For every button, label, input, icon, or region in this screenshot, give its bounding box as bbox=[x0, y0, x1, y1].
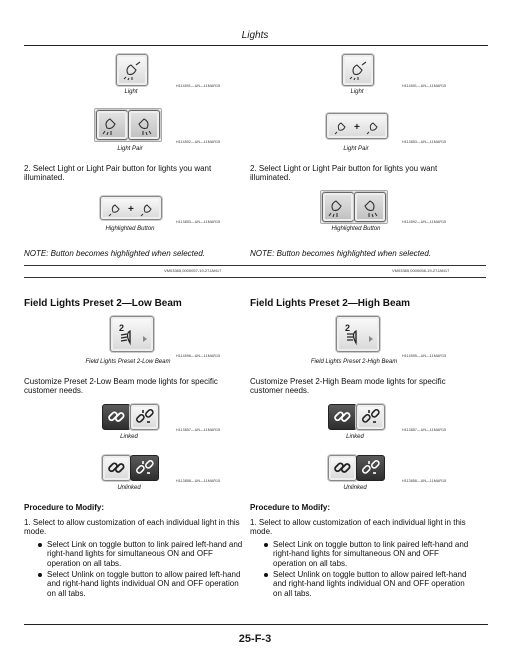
bullet-text: Select Link on toggle button to link paired left-hand and right-hand lights for simultaneous ON and OFF operation on all tabs. bbox=[273, 540, 469, 568]
figure-caption: Light Pair bbox=[343, 146, 369, 152]
broken-link-icon bbox=[131, 405, 158, 429]
link-button bbox=[102, 455, 131, 481]
step-2-text: 2. Select Light or Light Pair button for lights you want illuminated. bbox=[250, 164, 438, 183]
step-1-text: 1. Select to allow customization of each individual light in this mode. bbox=[24, 518, 240, 537]
link-icon bbox=[329, 456, 356, 480]
left-column bbox=[24, 0, 254, 660]
figure-caption: Linked bbox=[120, 434, 138, 440]
section-rule bbox=[250, 277, 486, 278]
section-title: Field Lights Preset 2—Low Beam bbox=[24, 298, 182, 309]
step-1-text: 1. Select to allow customization of each individual light in this mode. bbox=[250, 518, 466, 537]
figure-id: H113857—UN—11MAR15 bbox=[402, 428, 447, 432]
figure-caption: Linked bbox=[346, 434, 364, 440]
step-2-text: 2. Select Light or Light Pair button for lights you want illuminated. bbox=[24, 164, 212, 183]
broken-link-icon bbox=[357, 456, 384, 480]
work-light-icon bbox=[323, 193, 353, 221]
bullet-dot bbox=[38, 573, 42, 577]
bullet-item bbox=[47, 570, 247, 598]
svg-text:+: + bbox=[128, 204, 134, 215]
figure-id: H113857—UN—11MAR15 bbox=[176, 428, 221, 432]
bullet-dot bbox=[38, 543, 42, 547]
figure-id: H114592—UN—11MAR15 bbox=[176, 140, 221, 144]
work-light-icon bbox=[343, 55, 373, 85]
figure-id: H113858—UN—11MAR15 bbox=[402, 479, 447, 483]
section-title: Field Lights Preset 2—High Beam bbox=[250, 298, 411, 309]
highlighted-button-image bbox=[100, 196, 162, 220]
figure-caption: Field Lights Preset 2-Low Beam bbox=[85, 359, 171, 365]
light-plus-light-icon bbox=[327, 114, 387, 138]
bullet-text: Select Link on toggle button to link paired left-hand and right-hand lights for simultaneous ON and OFF operation on all tabs. bbox=[47, 540, 243, 568]
light-pair-button-image bbox=[326, 113, 388, 139]
light-button-image bbox=[342, 54, 374, 86]
broken-link-icon bbox=[357, 405, 384, 429]
body-text: Customize Preset 2-Low Beam mode lights for specific customer needs. bbox=[24, 377, 218, 396]
link-icon bbox=[329, 405, 356, 429]
section-rule bbox=[250, 265, 486, 266]
section-rule bbox=[24, 265, 252, 266]
light-button-image bbox=[116, 54, 148, 86]
figure-id: H114591—UN—11MAR15 bbox=[176, 84, 221, 88]
figure-caption: Light bbox=[350, 89, 364, 95]
body-text: Customize Preset 2-High Beam mode lights for specific customer needs. bbox=[250, 377, 446, 396]
link-button bbox=[328, 455, 357, 481]
procedure-heading: Procedure to Modify: bbox=[250, 503, 331, 512]
note-text: NOTE: Button becomes highlighted when selected. bbox=[250, 249, 431, 258]
figure-id: H114595—UN—11MAR15 bbox=[402, 354, 447, 358]
unlink-button bbox=[356, 455, 385, 481]
doc-reference: VM03365,0000057-19-27JAN17 bbox=[164, 268, 222, 273]
bullet-text: Select Unlink on toggle button to allow paired left-hand and right-hand lights individual ON and OFF operation on all tabs. bbox=[273, 570, 467, 598]
page-header-title: Lights bbox=[241, 30, 269, 41]
figure-id: H113853—UN—11MAR15 bbox=[402, 140, 447, 144]
section-rule bbox=[24, 277, 252, 278]
link-button bbox=[328, 404, 357, 430]
light-plus-light-icon bbox=[101, 197, 161, 219]
footer-rule bbox=[24, 624, 488, 625]
figure-caption: Unlinked bbox=[343, 485, 367, 491]
svg-text:2: 2 bbox=[119, 323, 125, 333]
preset-2-low-beam-image bbox=[110, 316, 154, 352]
figure-id: H114596—UN—11MAR15 bbox=[176, 354, 221, 358]
work-light-icon bbox=[97, 111, 127, 139]
bullet-dot bbox=[264, 543, 268, 547]
work-light-icon bbox=[117, 55, 147, 85]
light-pair-right-button bbox=[354, 192, 386, 222]
procedure-heading: Procedure to Modify: bbox=[24, 503, 105, 512]
bullet-dot bbox=[264, 573, 268, 577]
bullet-item bbox=[47, 540, 247, 568]
figure-caption: Unlinked bbox=[117, 485, 141, 491]
figure-caption: Light Pair bbox=[117, 146, 143, 152]
figure-caption: Field Lights Preset 2-High Beam bbox=[310, 359, 398, 365]
link-button bbox=[102, 404, 131, 430]
preset-2-high-beam-image bbox=[336, 316, 380, 352]
figure-caption: Highlighted Button bbox=[331, 226, 381, 232]
unlink-button bbox=[356, 404, 385, 430]
high-beam-headlight-icon bbox=[337, 317, 379, 351]
note-text: NOTE: Button becomes highlighted when selected. bbox=[24, 249, 205, 258]
work-light-icon bbox=[129, 111, 159, 139]
svg-text:+: + bbox=[354, 122, 360, 133]
work-light-icon bbox=[355, 193, 385, 221]
unlink-button bbox=[130, 404, 159, 430]
figure-id: H114591—UN—11MAR15 bbox=[402, 84, 447, 88]
light-pair-left-button bbox=[96, 110, 128, 140]
figure-id: H113858—UN—11MAR15 bbox=[176, 479, 221, 483]
figure-caption: Highlighted Button bbox=[105, 226, 155, 232]
figure-id: H113853—UN—11MAR15 bbox=[176, 220, 221, 224]
bullet-item bbox=[273, 570, 473, 598]
page-number: 25-F-3 bbox=[238, 633, 272, 645]
doc-reference: VM03365,0000058-19-27JAN17 bbox=[392, 268, 450, 273]
link-icon bbox=[103, 456, 130, 480]
figure-caption: Light bbox=[124, 89, 138, 95]
bullet-item bbox=[273, 540, 473, 568]
low-beam-headlight-icon bbox=[111, 317, 153, 351]
bullet-text: Select Unlink on toggle button to allow paired left-hand and right-hand lights individual ON and OFF operation on all tabs. bbox=[47, 570, 241, 598]
right-column bbox=[250, 0, 480, 660]
unlink-button bbox=[130, 455, 159, 481]
link-icon bbox=[103, 405, 130, 429]
svg-text:2: 2 bbox=[345, 323, 351, 333]
figure-id: H114592—UN—11MAR15 bbox=[402, 220, 447, 224]
broken-link-icon bbox=[131, 456, 158, 480]
light-pair-left-button bbox=[322, 192, 354, 222]
light-pair-right-button bbox=[128, 110, 160, 140]
